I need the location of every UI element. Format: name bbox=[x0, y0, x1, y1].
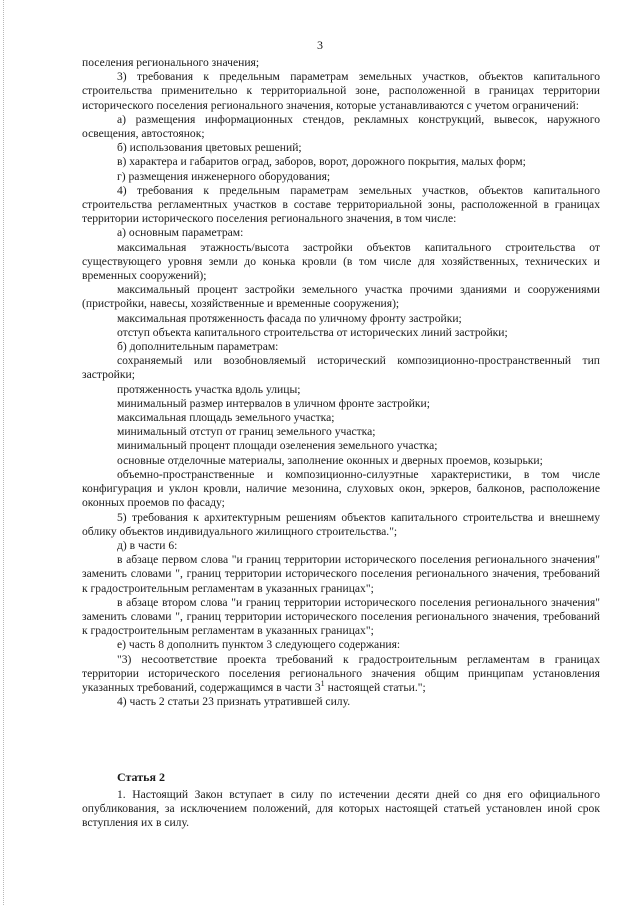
paragraph: б) использования цветовых решений; bbox=[117, 141, 302, 155]
paragraph: поселения регионального значения; bbox=[82, 56, 260, 69]
paragraph: максимальная протяженность фасада по уличному фронту застройки; bbox=[117, 311, 462, 325]
superscript: 1 bbox=[320, 679, 325, 689]
paragraph: 5) требования к архитектурным решениям объектов капитального строительства и внешнему облику объектов индивидуального жилищного строительства."; bbox=[82, 510, 600, 538]
paragraph: максимальная этажность/высота застройки объектов капитального строительства от существующего уровня земли до конька кровли (в том числе для хозяйственных, технических и временных сооружений); bbox=[82, 240, 600, 283]
paragraph: 4) требования к предельным параметрам земельных участков, объектов капитального строительства регламентных участков в составе территориальной зоны, расположенной в границах территории исторического поселения регионального значения, в том числе: bbox=[82, 183, 600, 226]
paragraph: отступ объекта капитального строительства от исторических линий застройки; bbox=[117, 325, 508, 339]
paragraph: 3) требования к предельным параметрам земельных участков, объектов капитального строительства применительно к территориальной зоне, расположенной в границах территории исторического поселения регионального значения, которые устанавливаются с учетом ограничений: bbox=[82, 70, 600, 112]
paragraph: в абзаце первом слова "и границ территории исторического поселения регионального значения" заменить словами ", границ территории исторического поселения регионального значения, требований к градостроительным регламентам в указанных границах"; bbox=[82, 553, 600, 595]
article-body bbox=[82, 788, 600, 831]
page-number: 3 bbox=[317, 38, 323, 52]
paragraph-quote-item-3: "3) несоответствие проекта требований к градостроительным регламентам в границах территории исторического поселения регионального значения общим принципам установления указанных требований, содержащимся в части $3^1$ настоящей статьи."; bbox=[82, 652, 600, 694]
paragraph: д) в части 6: bbox=[117, 538, 178, 552]
paragraph: минимальный процент площади озеленения земельного участка; bbox=[117, 439, 438, 453]
paragraph: а) основным параметрам: bbox=[117, 226, 244, 240]
body-text bbox=[82, 56, 600, 709]
paragraph: в абзаце втором слова "и границ территории исторического поселения регионального значения" заменить словами ", границ территории исторического поселения регионального значения, требований к градостроительным регламентам в указанных границах"; bbox=[82, 595, 600, 638]
paragraph: минимальный отступ от границ земельного участка; bbox=[117, 425, 376, 439]
paragraph: а) размещения информационных стендов, рекламных конструкций, вывесок, наружного освещения, автостоянок; bbox=[82, 112, 600, 141]
paragraph: г) размещения инженерного оборудования; bbox=[117, 169, 331, 183]
paragraph: минимальный размер интервалов в уличном фронте застройки; bbox=[117, 396, 430, 410]
paragraph-item-4: 4) часть 2 статьи 23 признать утратившей силу. bbox=[117, 695, 351, 709]
paragraph: максимальный процент застройки земельного участка прочими зданиями и сооружениями (пристройки, навесы, хозяйственные и временные сооружения); bbox=[82, 283, 600, 311]
article-paragraph: 1. Настоящий Закон вступает в силу по истечении десяти дней со дня его официального опубликования, за исключением положений, для которых настоящей статьей установлен иной срок вступления их в силу. bbox=[82, 788, 600, 830]
paragraph: в) характера и габаритов оград, заборов, ворот, дорожного покрытия, малых форм; bbox=[117, 155, 526, 169]
paragraph: основные отделочные материалы, заполнение оконных и дверных проемов, козырьки; bbox=[117, 453, 543, 467]
paragraph: максимальная площадь земельного участка; bbox=[117, 411, 335, 425]
paragraph: е) часть 8 дополнить пунктом 3 следующего содержания: bbox=[117, 638, 401, 652]
paragraph: б) дополнительным параметрам: bbox=[117, 340, 279, 354]
paragraph: протяженность участка вдоль улицы; bbox=[117, 382, 301, 396]
article-heading: Статья 2 bbox=[117, 770, 165, 784]
paragraph: объемно-пространственные и композиционно-силуэтные характеристики, в том числе конфигурация и уклон кровли, наличие мезонина, слуховых окон, эркеров, балконов, расположение оконных проемов по фасаду; bbox=[82, 467, 600, 510]
paragraph: сохраняемый или возобновляемый исторический композиционно-пространственный тип застройки; bbox=[82, 354, 600, 382]
margin-rule bbox=[3, 0, 5, 905]
paragraph-list bbox=[82, 56, 600, 653]
